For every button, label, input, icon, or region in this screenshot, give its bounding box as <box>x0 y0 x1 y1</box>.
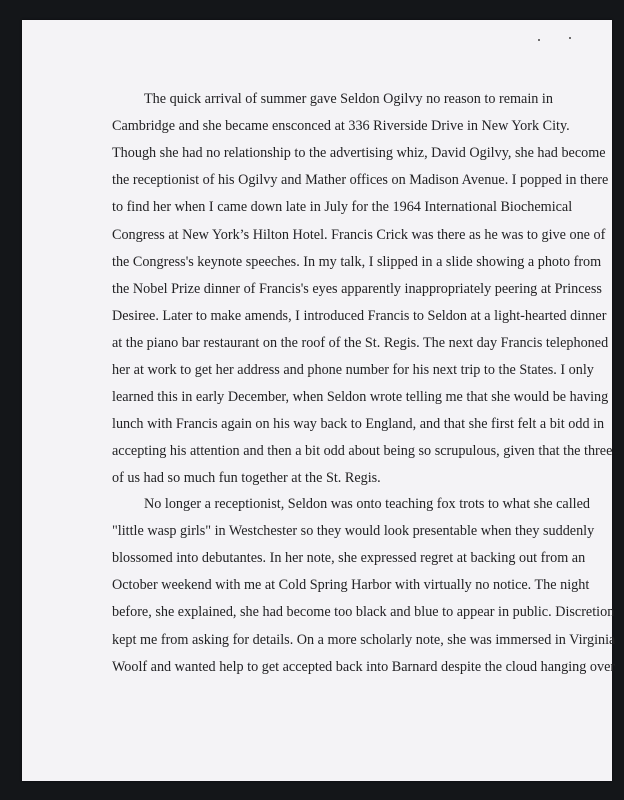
text-line: Woolf and wanted help to get accepted back into Barnard despite the cloud hanging over <box>112 658 616 675</box>
text-line: the Nobel Prize dinner of Francis's eyes apparently inappropriately peering at Princess <box>112 280 602 297</box>
text-line: the Congress's keynote speeches. In my talk, I slipped in a slide showing a photo from <box>112 253 602 270</box>
text-line: accepting his attention and then a bit odd about being so scrupulous, given that the three <box>112 443 613 460</box>
text-line: her at work to get her address and phone number for his next trip to the States. I only <box>112 362 594 378</box>
text-line: blossomed into debutantes. In her note, she expressed regret at backing out from an <box>112 550 586 567</box>
corner-speck <box>538 39 540 41</box>
text-line: to find her when I came down late in July for the 1964 International Biochemical <box>112 199 573 216</box>
text-line: kept me from asking for details. On a more scholarly note, she was immersed in Virginia <box>112 631 616 648</box>
text-line: Desiree. Later to make amends, I introduced Francis to Seldon at a light-hearted dinner <box>112 307 607 324</box>
text-line: before, she explained, she had become too black and blue to appear in public. Discretion <box>112 604 615 621</box>
text-line: October weekend with me at Cold Spring Harbor with virtually no notice. The night <box>112 577 590 594</box>
text-line: learned this in early December, when Seldon wrote telling me that she would be having <box>112 389 609 406</box>
text-line: of us had so much fun together at the St. Regis. <box>112 470 381 487</box>
text-line: No longer a receptionist, Seldon was onto teaching fox trots to what she called <box>144 496 591 512</box>
text-line: Though she had no relationship to the advertising whiz, David Ogilvy, she had become <box>112 145 606 162</box>
document-page <box>22 20 616 781</box>
text-line: Cambridge and she became ensconced at 336 Riverside Drive in New York City. <box>112 118 570 135</box>
text-line: The quick arrival of summer gave Seldon Ogilvy no reason to remain in <box>144 91 553 107</box>
text-line: lunch with Francis again on his way back to England, and that she first felt a bit odd in <box>112 416 605 433</box>
corner-speck <box>569 37 571 39</box>
text-line: "little wasp girls" in Westchester so they would look presentable when they suddenly <box>112 523 595 540</box>
text-line: the receptionist of his Ogilvy and Mather offices on Madison Avenue. I popped in there <box>112 172 609 189</box>
text-line: at the piano bar restaurant on the roof of the St. Regis. The next day Francis telephoned <box>112 334 609 351</box>
text-line: Congress at New York’s Hilton Hotel. Francis Crick was there as he was to give one of <box>112 226 606 243</box>
